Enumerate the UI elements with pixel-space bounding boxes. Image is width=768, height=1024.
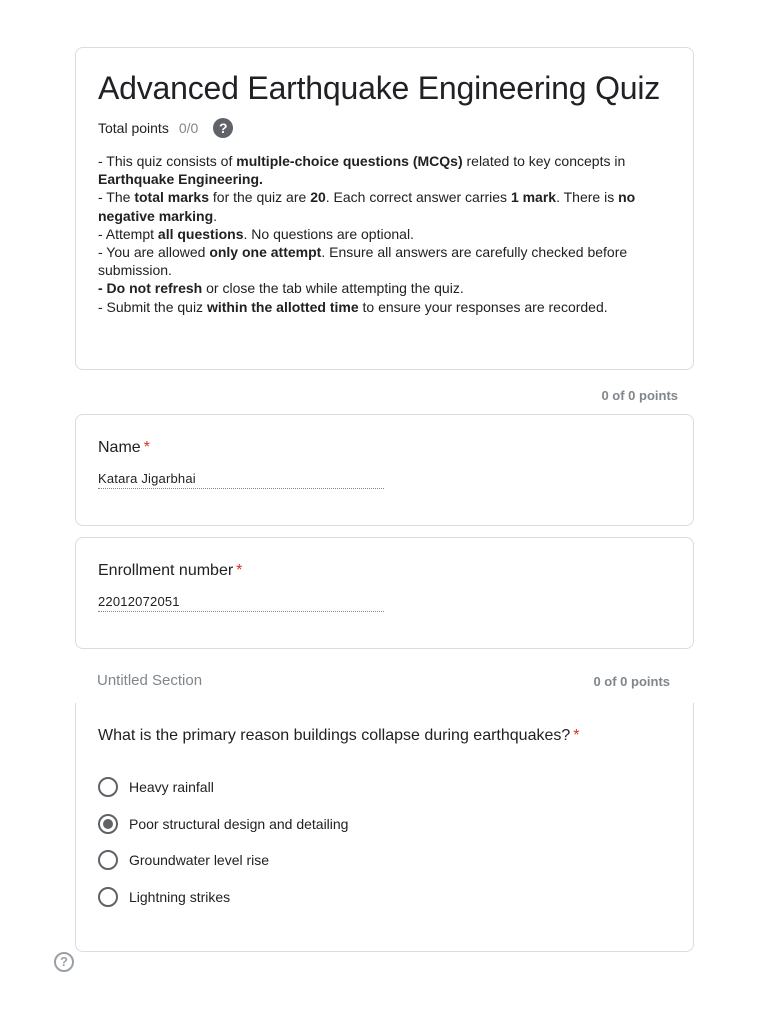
total-points-label: Total points xyxy=(98,120,169,136)
help-icon[interactable]: ? xyxy=(213,118,233,138)
description-line: - You are allowed only one attempt. Ensure all answers are carefully checked before submission. xyxy=(98,244,628,279)
required-asterisk: * xyxy=(573,727,580,744)
quiz-title: Advanced Earthquake Engineering Quiz xyxy=(98,70,661,106)
section-points-badge: 0 of 0 points xyxy=(593,674,670,689)
quiz-description xyxy=(98,152,671,316)
radio-unselected-icon[interactable] xyxy=(98,887,118,907)
option-label: Poor structural design and detailing xyxy=(129,815,349,832)
radio-unselected-icon[interactable] xyxy=(98,777,118,797)
section-points-badge: 0 of 0 points xyxy=(601,388,678,403)
question-text: What is the primary reason buildings collapse during earthquakes? * xyxy=(98,727,580,744)
description-line: - Submit the quiz within the allotted time to ensure your responses are recorded. xyxy=(98,298,608,315)
enrollment-label: Enrollment number * xyxy=(98,562,243,579)
quiz-header-card xyxy=(75,47,694,370)
option-label: Heavy rainfall xyxy=(129,779,214,795)
required-asterisk: * xyxy=(143,439,150,456)
option-lightning-strikes[interactable] xyxy=(98,887,671,907)
total-points-value: 0/0 xyxy=(178,120,199,136)
option-heavy-rainfall[interactable] xyxy=(98,777,671,797)
required-asterisk: * xyxy=(236,562,243,579)
name-field[interactable]: Katara Jigarbhai xyxy=(98,471,384,489)
radio-unselected-icon[interactable] xyxy=(98,850,118,870)
section-title: Untitled Section xyxy=(97,672,203,689)
mcq-question-card xyxy=(75,703,694,952)
option-label: Lightning strikes xyxy=(129,888,231,905)
description-line: - Attempt all questions. No questions are optional. xyxy=(98,225,414,242)
description-line: - The total marks for the quiz are 20. Each correct answer carries 1 mark. There is no negative marking. xyxy=(98,189,636,224)
section-header xyxy=(97,670,670,692)
option-groundwater-level-rise[interactable] xyxy=(98,850,671,870)
enrollment-field[interactable]: 22012072051 xyxy=(98,594,384,612)
help-circle-icon[interactable]: ? xyxy=(54,952,74,972)
description-line: - This quiz consists of multiple-choice questions (MCQs) related to key concepts in Earthquake Engineering. xyxy=(98,153,626,188)
radio-selected-icon[interactable] xyxy=(98,814,118,834)
enrollment-question-card xyxy=(75,537,694,649)
total-points-row xyxy=(98,116,671,140)
option-poor-structural-design[interactable] xyxy=(98,814,671,834)
options-group xyxy=(98,777,671,907)
name-question-card xyxy=(75,414,694,526)
option-label: Groundwater level rise xyxy=(129,852,270,868)
name-label: Name * xyxy=(98,439,150,456)
description-line: - Do not refresh or close the tab while attempting the quiz. xyxy=(98,280,464,297)
